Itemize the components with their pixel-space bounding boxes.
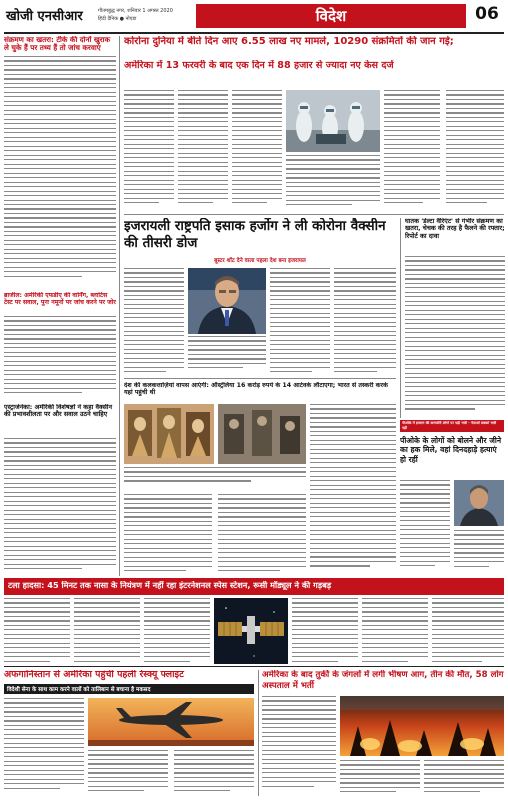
israel-president-photo [188,268,266,334]
artwork-photo-2 [218,404,306,464]
top-story-body-col-1 [124,90,174,210]
space-body-col-4 [292,598,358,664]
artwork-headline: देश की कलकत्ताज़ियां वापस आएंगी: ऑस्ट्रेलिया 16 करोड़ रुपये के 14 आर्टवर्क लौटाएगा; भारत से तस्करी करके यहां पहुंची थी [124,382,388,397]
space-headline: टला हादसा: 45 मिनट तक नासा के नियंत्रण में नहीं रहा इंटरनेशनल स्पेस स्टेशन, रूसी मॉड्यूल ने की गड़बड़ [8,581,332,590]
afghan-headline: अफगानिस्तान से अमेरिका पहुंची पहली रेस्क्यू फ्लाइट [4,670,184,680]
bottom-column-divider [258,670,259,796]
left-story-3-headline: एस्ट्राजेनेका: अमेरिकी विशेषज्ञों ने कहा वैक्सीन की प्रभावशीलता पर और सवाल उठने चाहिए [4,404,112,419]
pakistan-pm-photo [454,480,504,526]
turkey-headline: अमेरिका के बाद तुर्की के जंगलों में लगी भीषण आग, तीन की मौत, 58 लोग अस्पताल में भर्ती [262,670,504,691]
israel-kicker-text: बूस्टर शॉट देने वाला पहला देश बना इजरायल [214,258,306,264]
israel-headline: इजरायली राष्ट्रपति इसाक हर्जोग ने ली कोरोना वैक्सीन की तीसरी डोज [124,218,386,251]
forest-fire-photo [340,696,504,756]
masthead [0,0,508,32]
top-story-headline-1: कोरोना दुनिया में बीते दिन आए 6.55 लाख नए मामले, 10290 संक्रमितों की जान गई; [124,36,454,47]
afghan-body-col-3 [174,750,254,796]
afghan-body-col-1 [4,698,84,796]
top-story-rule [124,214,504,215]
left-story-2-body [4,316,116,396]
paper-name: खोजी एनसीआर [6,9,83,24]
space-station-photo [214,598,288,664]
variant-body [405,256,505,416]
pakistan-kicker-bar [400,420,504,432]
section-banner [196,4,466,28]
space-body-col-6 [432,598,504,664]
artwork-body-col-2 [218,494,306,574]
left-column-divider [119,36,120,576]
top-story-body-col-3 [232,90,282,210]
space-body-col-5 [362,598,428,664]
space-body-col-1 [4,598,70,664]
pakistan-kicker: पीओके में इमरान की कमजोरी लोगों पर पड़ी भारी - नेताओं सबको भारी पड़ी [402,421,497,430]
afghan-subhead-bar [4,684,254,694]
variant-box [400,218,504,418]
page-number: 06 [475,4,499,24]
variant-headline: घातक 'डेल्टा वैरिएंट' से गंभीर संक्रमण का खतरा, चेचक की तरह है फैलने की रफ्तार; रिपोर्ट का दावा [405,218,505,240]
turkey-body-col-2 [340,760,420,796]
space-bottom-rule [4,666,504,667]
masthead-rule [4,32,504,34]
afghan-subhead: विदेशी सेना के साथ काम करने वालों को तालिबान से बचाना है मकसद [7,687,151,693]
artwork-photo-caption [124,467,306,491]
airplane-photo [88,698,254,746]
turkey-body-col-1 [262,696,336,796]
top-story-headline-2: अमेरिका में 13 फरवरी के बाद एक दिन में 88 हजार से ज्यादा नए केस दर्ज [124,60,394,71]
top-story-body-col-5 [446,90,504,210]
artwork-body-col-1 [124,494,212,574]
israel-kicker [124,256,396,265]
space-body-col-2 [74,598,140,664]
left-column [4,36,116,576]
left-story-1-headline: संक्रमण का खतरा: टीके की दोनों खुराक ले चुके हैं पर तथ्य हैं तो जांच करवाएं [4,36,111,53]
turkey-body-col-3 [424,760,504,796]
afghan-body-col-2 [88,750,168,796]
left-story-2-headline: ब्राजील: अमेरिकी एफडीए की वार्निंग, ब्लाटिस टेस्ट पर सवाल, पुनः नमूनों पर जांच करने पर जोर [4,292,116,307]
artwork-body-col-3 [310,404,396,574]
artwork-photo [124,404,214,464]
pakistan-body-col-1 [400,480,450,574]
pakistan-body-col-2 [454,530,504,574]
israel-body-col-1 [124,268,184,374]
section-title: विदेश [315,7,347,25]
top-story-body-col-4 [384,90,440,210]
space-banner [4,578,504,595]
top-story-photo-caption [286,155,380,211]
israel-body-col-2 [270,268,330,374]
left-story-3-body [4,438,116,574]
israel-body-col-3 [334,268,396,374]
dateline-bottom: हिंदी दैनिक ● नोएडा [98,16,137,22]
top-story-photo [286,90,380,152]
israel-photo-caption [188,336,266,374]
pakistan-headline: पीओके के लोगों को बोलने और जीने का हक मिले, वहां दिनदहाड़े हत्याएं हो रहीं [400,436,502,464]
dateline-top: गौतमबुद्ध नगर, शनिवार 1 अगस्त 2020 [98,8,173,14]
israel-rule [124,378,396,379]
space-body-col-3 [144,598,210,664]
left-story-1-body [4,56,116,288]
top-story-body-col-2 [178,90,228,210]
